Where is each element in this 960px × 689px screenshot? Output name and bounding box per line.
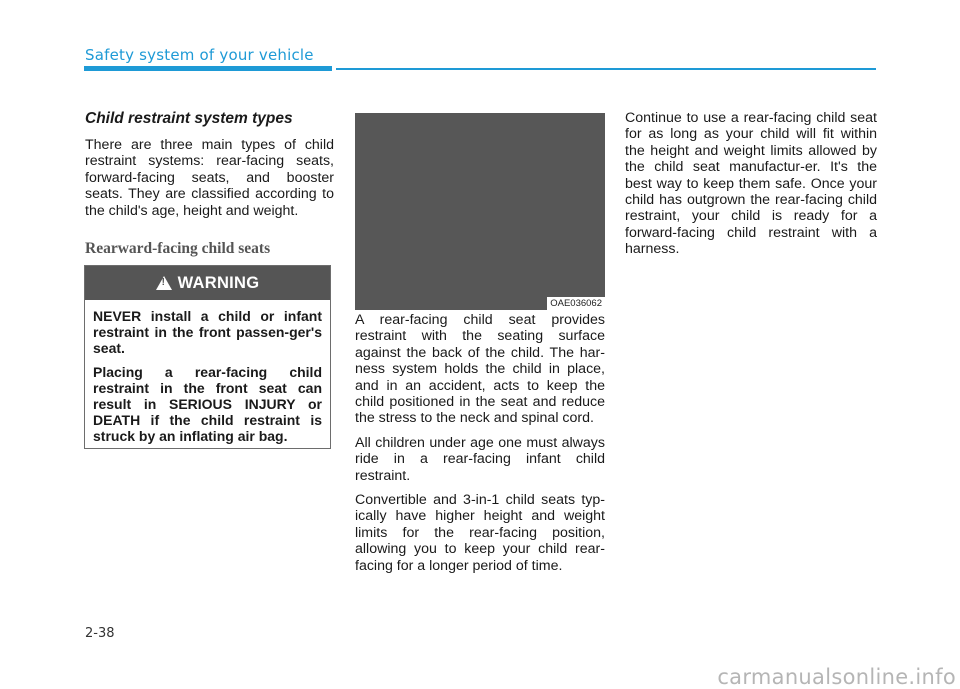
body-paragraph: All children under age one must always ride in a rear-facing infant child restraint. [355,434,605,484]
warning-paragraph: Placing a rear-facing child restraint in the front seat can result in SERIOUS INJURY or DEATH if the child restraint is struck by an inflating air bag. [93,363,322,445]
header-title: Safety system of your vehicle [85,46,314,64]
header-rule-thin [336,68,876,70]
page-number: 2-38 [85,626,115,641]
figure-code: OAE036062 [547,297,605,310]
warning-body [85,300,330,445]
middle-column [355,312,605,582]
intro-paragraph: There are three main types of child restraint systems: rear-facing seats, forward-facing seats, and booster seats. They are classified according to the child's age, height and weight. [85,137,334,219]
footer-watermark: carmanualsonline.info [717,665,956,689]
warning-header [85,266,330,300]
section-title: Child restraint system types [85,110,293,127]
subsection-title: Rearward-facing child seats [85,240,271,258]
warning-paragraph: NEVER install a child or infant restraint in the front passen-ger's seat. [93,308,322,357]
body-paragraph: A rear-facing child seat provides restraint with the seating surface against the back of the child. The har-ness system holds the child in place, and in an accident, acts to keep the child positioned in the seat and reduce the stress to the neck and spinal cord. [355,312,605,427]
warning-label: WARNING [177,273,260,292]
right-column [625,110,877,266]
body-paragraph: Convertible and 3-in-1 child seats typ-ically have higher height and weight limits for the rear-facing position, allowing you to keep your child rear-facing for a longer period of time. [355,492,605,574]
warning-triangle-icon [156,276,172,290]
illustration-placeholder [355,113,605,310]
header-rule-thick [84,66,332,71]
warning-box [84,265,331,449]
body-paragraph: Continue to use a rear-facing child seat for as long as your child will fit within the height and weight limits allowed by the child seat manufactur-er. It's the best way to keep them safe. Once your child has outgrown the rear-facing child restraint, your child is ready for a forward-facing child restraint with a harness. [625,110,877,258]
left-column [85,110,334,257]
